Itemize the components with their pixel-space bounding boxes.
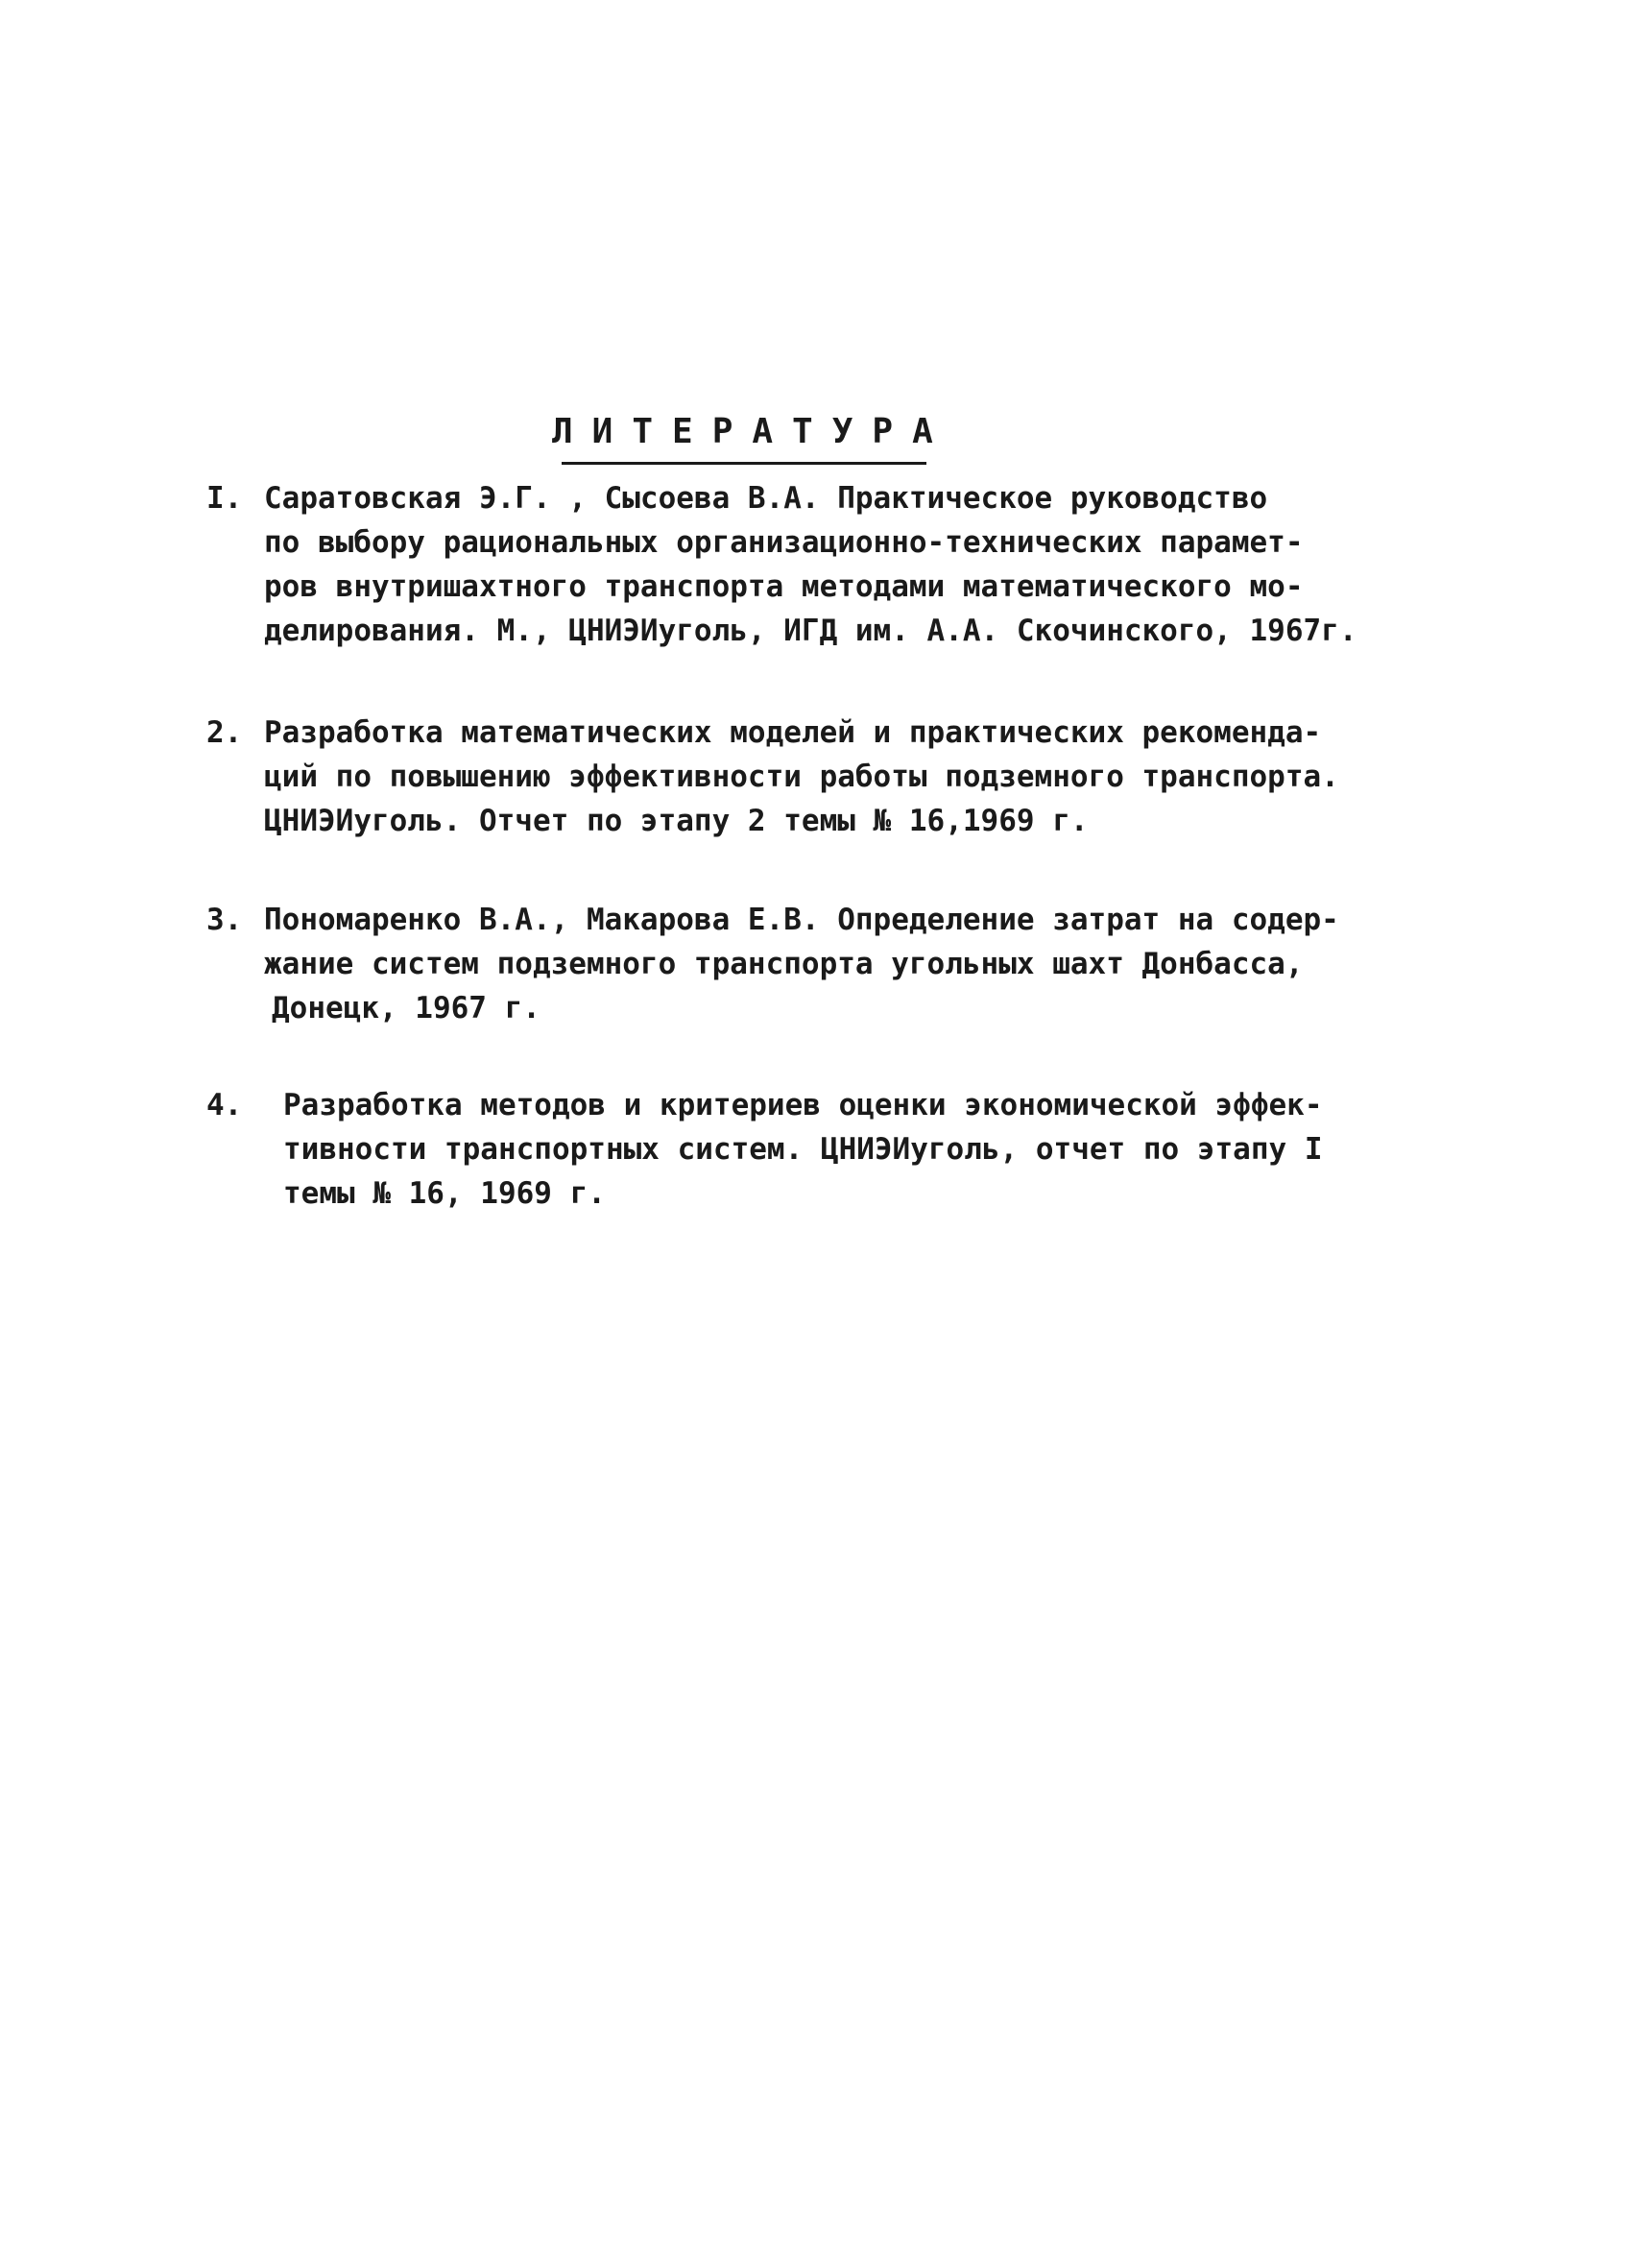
reference-number: 2.: [206, 715, 243, 750]
reference-text: [264, 898, 1339, 1030]
reference-line: делирования. М., ЦНИЭИуголь, ИГД им. А.А. Скочинского, 1967г.: [264, 614, 1357, 648]
reference-number: 4.: [206, 1088, 243, 1122]
reference-line: Донецк, 1967 г.: [272, 991, 540, 1025]
reference-line: Саратовская Э.Г. , Сысоева В.А. Практическое руководство: [264, 481, 1268, 516]
reference-text: [283, 1083, 1323, 1216]
reference-line: по выбору рациональных организационно-технических парамет-: [264, 525, 1304, 560]
title-underline: [562, 462, 926, 465]
reference-line: темы № 16, 1969 г.: [283, 1176, 606, 1211]
reference-line: жание систем подземного транспорта угольных шахт Донбасса,: [264, 947, 1304, 981]
reference-number: 3.: [206, 903, 243, 937]
reference-line: ций по повышению эффективности работы подземного транспорта.: [264, 760, 1339, 794]
reference-text: [264, 711, 1339, 843]
reference-line: Разработка математических моделей и практических рекоменда-: [264, 715, 1322, 750]
reference-line: Разработка методов и критериев оценки экономической эффек-: [283, 1088, 1323, 1122]
reference-line: Пономаренко В.А., Макарова Е.В. Определение затрат на содер-: [264, 903, 1339, 937]
page-title: ЛИТЕРАТУРА: [552, 412, 952, 451]
reference-line: ЦНИЭИуголь. Отчет по этапу 2 темы № 16,1969 г.: [264, 804, 1089, 838]
reference-line: ров внутришахтного транспорта методами математического мо-: [264, 569, 1304, 604]
reference-number: I.: [206, 481, 243, 516]
reference-line: тивности транспортных систем. ЦНИЭИуголь, отчет по этапу I: [283, 1132, 1323, 1167]
reference-text: [264, 476, 1357, 653]
